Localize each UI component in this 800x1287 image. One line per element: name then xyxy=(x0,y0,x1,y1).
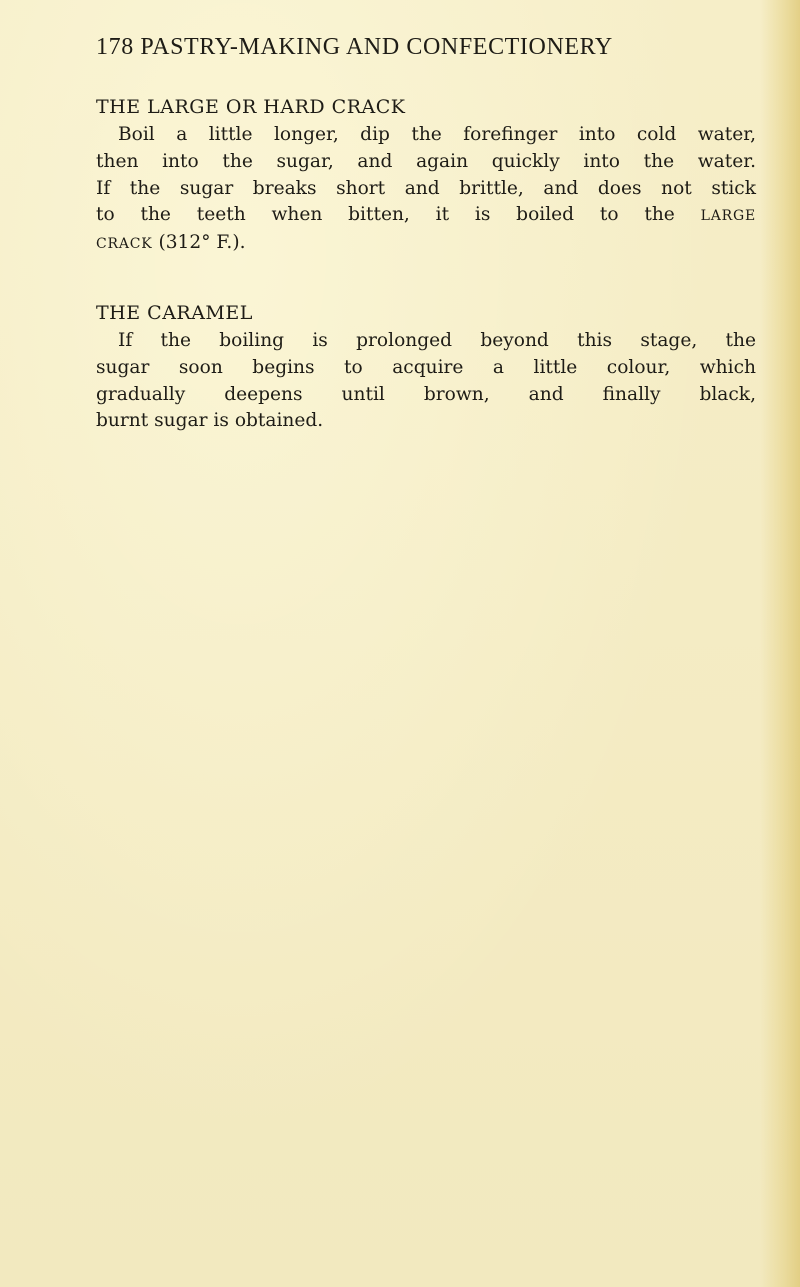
running-title: PASTRY-MAKING AND CONFECTIONERY xyxy=(140,34,613,60)
text-line: Boil a little longer, dip the forefinger into cold water, xyxy=(118,124,756,145)
section-caramel xyxy=(96,298,756,435)
page-number: 178 xyxy=(96,34,134,60)
running-header xyxy=(96,34,756,61)
text-line-content: to the teeth when bitten, it is boiled to the xyxy=(96,204,675,226)
text-line: burnt sugar is obtained. xyxy=(96,410,324,432)
smallcaps-term-part: LARGE xyxy=(700,208,756,225)
section-heading: THE CARAMEL xyxy=(96,302,253,324)
paragraph xyxy=(96,122,756,258)
text-line: gradually deepens until brown, and finally black, xyxy=(96,383,756,405)
section-hard-crack xyxy=(96,92,756,258)
temperature: (312° F.). xyxy=(158,232,246,254)
text-line: sugar soon begins to acquire a little colour, which xyxy=(96,356,756,378)
text-line xyxy=(96,230,756,258)
page-edge-shading xyxy=(760,0,800,1287)
text-line xyxy=(96,202,756,230)
text-line: If the sugar breaks short and brittle, and does not stick xyxy=(96,177,756,199)
section-heading: THE LARGE OR HARD CRACK xyxy=(96,96,406,118)
paragraph xyxy=(96,328,756,435)
smallcaps-term-part: CRACK xyxy=(96,236,153,253)
text-line: If the boiling is prolonged beyond this stage, the xyxy=(118,330,756,351)
text-line: then into the sugar, and again quickly into the water. xyxy=(96,150,756,172)
